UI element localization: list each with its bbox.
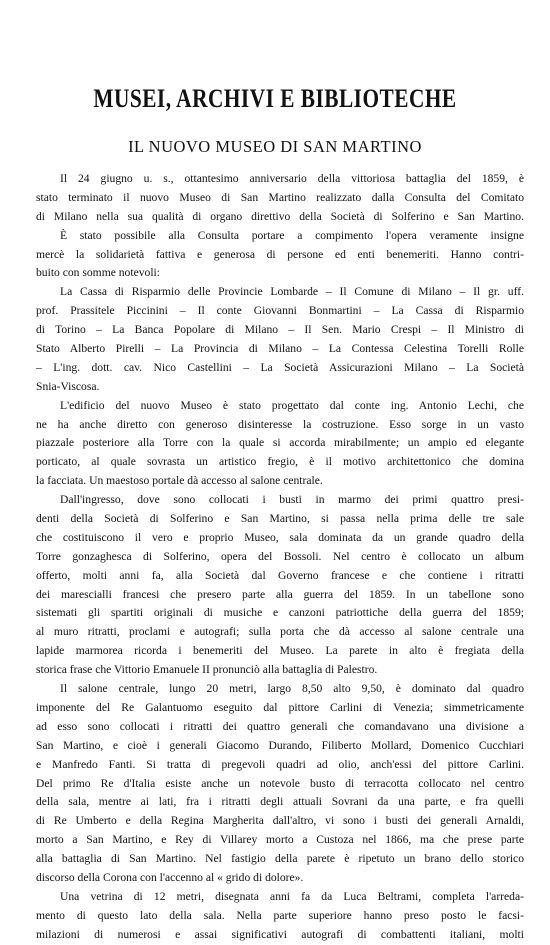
text-line: alla battaglia di San Martino. Nel fastigio della parete è ripetuto un brano dello storico [36, 852, 524, 866]
text-line: della sala, mentre ai lati, fra i ritratti degli attuali Sovrani da una parte, e fra quelli [36, 795, 524, 809]
text-line: Torre gonzaghesca di Solferino, opera del Bossoli. Nel centro è collocato un album [36, 549, 524, 563]
text-line: prof. Prassitele Piccinini – Il conte Giovanni Bonmartini – La Cassa di Risparmio [36, 304, 524, 318]
text-line: morto a San Martino, e Rey di Villarey morto a Custoza nel 1866, ma che prese parte [36, 833, 524, 847]
text-line: piazzale posteriore alla Torre con la quale si accorda mirabilmente; un ampio ed elegante [36, 436, 524, 450]
text-line: di Torino – La Banca Popolare di Milano – Il Sen. Mario Crespi – Il Ministro di [36, 323, 524, 337]
text-line: Snia-Viscosa. [36, 379, 100, 393]
text-line: Dall'ingresso, dove sono collocati i busti in marmo dei primi quattro presi- [60, 493, 524, 507]
text-line: lapide marmorea ricorda i benemeriti del Museo. La parete in alto è fregiata della [36, 644, 524, 658]
text-line: milazioni di numerosi e assai significativi autografi di combattenti italiani, molti [36, 927, 524, 941]
text-line: Una vetrina di 12 metri, disegnata anni fa da Luca Beltrami, completa l'arreda- [60, 889, 524, 903]
text-line: di Milano nella sua qualità di organo direttivo della Società di Solferino e San Martino. [36, 209, 524, 223]
text-line: storica frase che Vittorio Emanuele II pronunciò alla battaglia di Palestro. [36, 663, 378, 677]
text-line: la facciata. Un maestoso portale dà accesso al salone centrale. [36, 474, 323, 488]
text-line: e Manfredo Fanti. Si tratta di pregevoli quadri ad olio, anch'essi del pittore Carlini. [36, 757, 524, 771]
text-line: di Re Umberto e della Regina Margherita dall'altro, vi sono i busti dei generali Arnaldi, [36, 814, 524, 828]
text-line: al muro ritratti, proclami e autografi; sulla porta che dà accesso al salone centrale una [36, 625, 524, 639]
text-line: ne ha anche diretto con generoso disinteresse la costruzione. Esso sorge in un vasto [36, 417, 524, 431]
text-line: offerto, molti anni fa, alla Società dal Governo francese e che contiene i ritratti [36, 568, 524, 582]
text-line: Il salone centrale, lungo 20 metri, largo 8,50 alto 9,50, è dominato dal quadro [60, 682, 524, 696]
text-line: sistemati gli spartiti originali di musiche e canzoni patriottiche della guerra del 1859; [36, 606, 524, 620]
article-title: IL NUOVO MUSEO DI SAN MARTINO [128, 137, 422, 156]
text-line: – L'ing. dott. cav. Nico Castellini – La Società Assicurazioni Milano – La Società [36, 360, 524, 374]
section-title: MUSEI, ARCHIVI E BIBLIOTECHE [93, 84, 457, 113]
text-line: imponente del Re Galantuomo eseguito dal pittore Carlini di Venezia; simmetricamente [36, 700, 524, 714]
article-body [36, 170, 524, 945]
text-line: ad esso sono collocati i ritratti dei quattro generali che comandavano una divisione a [36, 719, 524, 733]
text-line: che costituiscono il vero e proprio Museo, sala dominata da un grande quadro della [36, 530, 524, 544]
text-line: Il 24 giugno u. s., ottantesimo anniversario della vittoriosa battaglia del 1859, è [60, 172, 524, 185]
text-line: buito con somme notevoli: [36, 266, 160, 280]
text-line: Stato Alberto Pirelli – La Provincia di Milano – La Contessa Celestina Torelli Rolle [36, 342, 524, 356]
text-line: La Cassa di Risparmio delle Provincie Lombarde – Il Comune di Milano – Il gr. uff. [60, 285, 524, 299]
text-line: mercè la solidarietà fattiva e generosa di persone ed enti benemeriti. Hanno contri- [36, 247, 524, 261]
text-line: stato terminato il nuovo Museo di San Martino realizzato dalla Consulta del Comitato [36, 190, 524, 204]
text-line: mento di questo lato della sala. Nella parte superiore hanno preso posto le facsi- [36, 908, 524, 922]
text-line: discorso della Corona con l'accenno al « grido di dolore». [36, 870, 304, 884]
text-line: denti della Società di Solferino e San Martino, si passa nella prima delle tre sale [36, 512, 524, 526]
text-line: Del primo Re d'Italia esiste anche un notevole busto di terracotta collocato nel centro [36, 776, 524, 790]
text-line: San Martino, e cioè i generali Giacomo Durando, Filiberto Mollard, Domenico Cucchiari [36, 738, 524, 752]
text-line: porticato, al quale sovrasta un artistico fregio, è il motivo architettonico che domina [36, 455, 524, 469]
text-line: L'edificio del nuovo Museo è stato progettato dal conte ing. Antonio Lechi, che [60, 398, 524, 412]
text-line: È stato possibile alla Consulta portare a compimento l'opera veramente insigne [60, 228, 524, 242]
text-line: dei marescialli francesi che presero parte alla guerra del 1859. In un tabellone sono [36, 587, 524, 601]
